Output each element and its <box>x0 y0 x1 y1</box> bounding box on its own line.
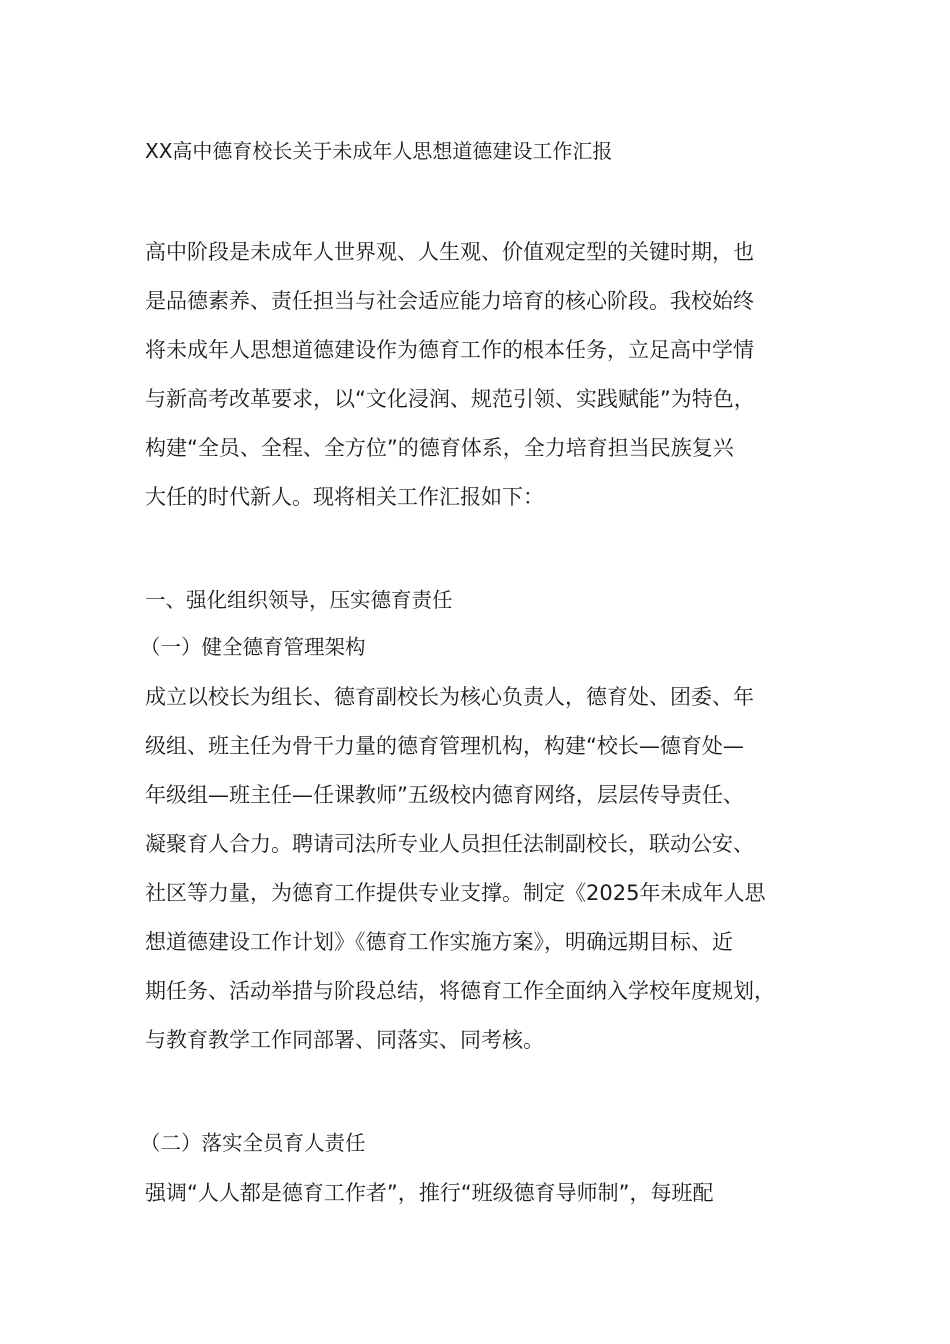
subsection-paragraph <box>145 673 835 1065</box>
paragraph-line: 凝聚育人合力。聘请司法所专业人员担任法制副校长，联动公安、 <box>145 832 754 856</box>
paragraph-line: 构建“全员、全程、全方位”的德育体系，全力培育担当民族复兴 <box>145 436 734 460</box>
subsection-heading: （二）落实全员育人责任 <box>140 1131 366 1155</box>
paragraph-line: 将未成年人思想道德建设作为德育工作的根本任务，立足高中学情 <box>145 338 754 362</box>
paragraph-line: 强调“人人都是德育工作者”，推行“班级德育导师制”，每班配 <box>145 1181 714 1205</box>
paragraph-line: 级组、班主任为骨干力量的德育管理机构，构建“校长—德育处— <box>145 734 744 758</box>
paragraph-line: 社区等力量，为德育工作提供专业支撑。制定《2025年未成年人思 <box>145 881 766 905</box>
section-heading: 一、强化组织领导，压实德育责任 <box>145 588 453 612</box>
paragraph-line: 年级组—班主任—任课教师”五级校内德育网络，层层传导责任、 <box>145 783 744 807</box>
paragraph-line: 期任务、活动举措与阶段总结，将德育工作全面纳入学校年度规划， <box>145 979 775 1003</box>
paragraph-line: 高中阶段是未成年人世界观、人生观、价值观定型的关键时期，也 <box>145 240 754 264</box>
paragraph-line: 成立以校长为组长、德育副校长为核心负责人，德育处、团委、年 <box>145 685 754 709</box>
paragraph-line: 是品德素养、责任担当与社会适应能力培育的核心阶段。我校始终 <box>145 289 754 313</box>
subsection-paragraph <box>145 1169 835 1218</box>
paragraph-line: 大任的时代新人。现将相关工作汇报如下： <box>145 485 544 509</box>
paragraph-line: 想道德建设工作计划》《德育工作实施方案》，明确远期目标、近 <box>145 930 733 954</box>
paragraph-line: 与新高考改革要求，以“文化浸润、规范引领、实践赋能”为特色， <box>145 387 755 411</box>
intro-paragraph <box>145 228 835 522</box>
paragraph-line: 与教育教学工作同部署、同落实、同考核。 <box>145 1028 544 1052</box>
document-title: XX高中德育校长关于未成年人思想道德建设工作汇报 <box>145 139 613 163</box>
subsection-heading: （一）健全德育管理架构 <box>140 635 366 659</box>
